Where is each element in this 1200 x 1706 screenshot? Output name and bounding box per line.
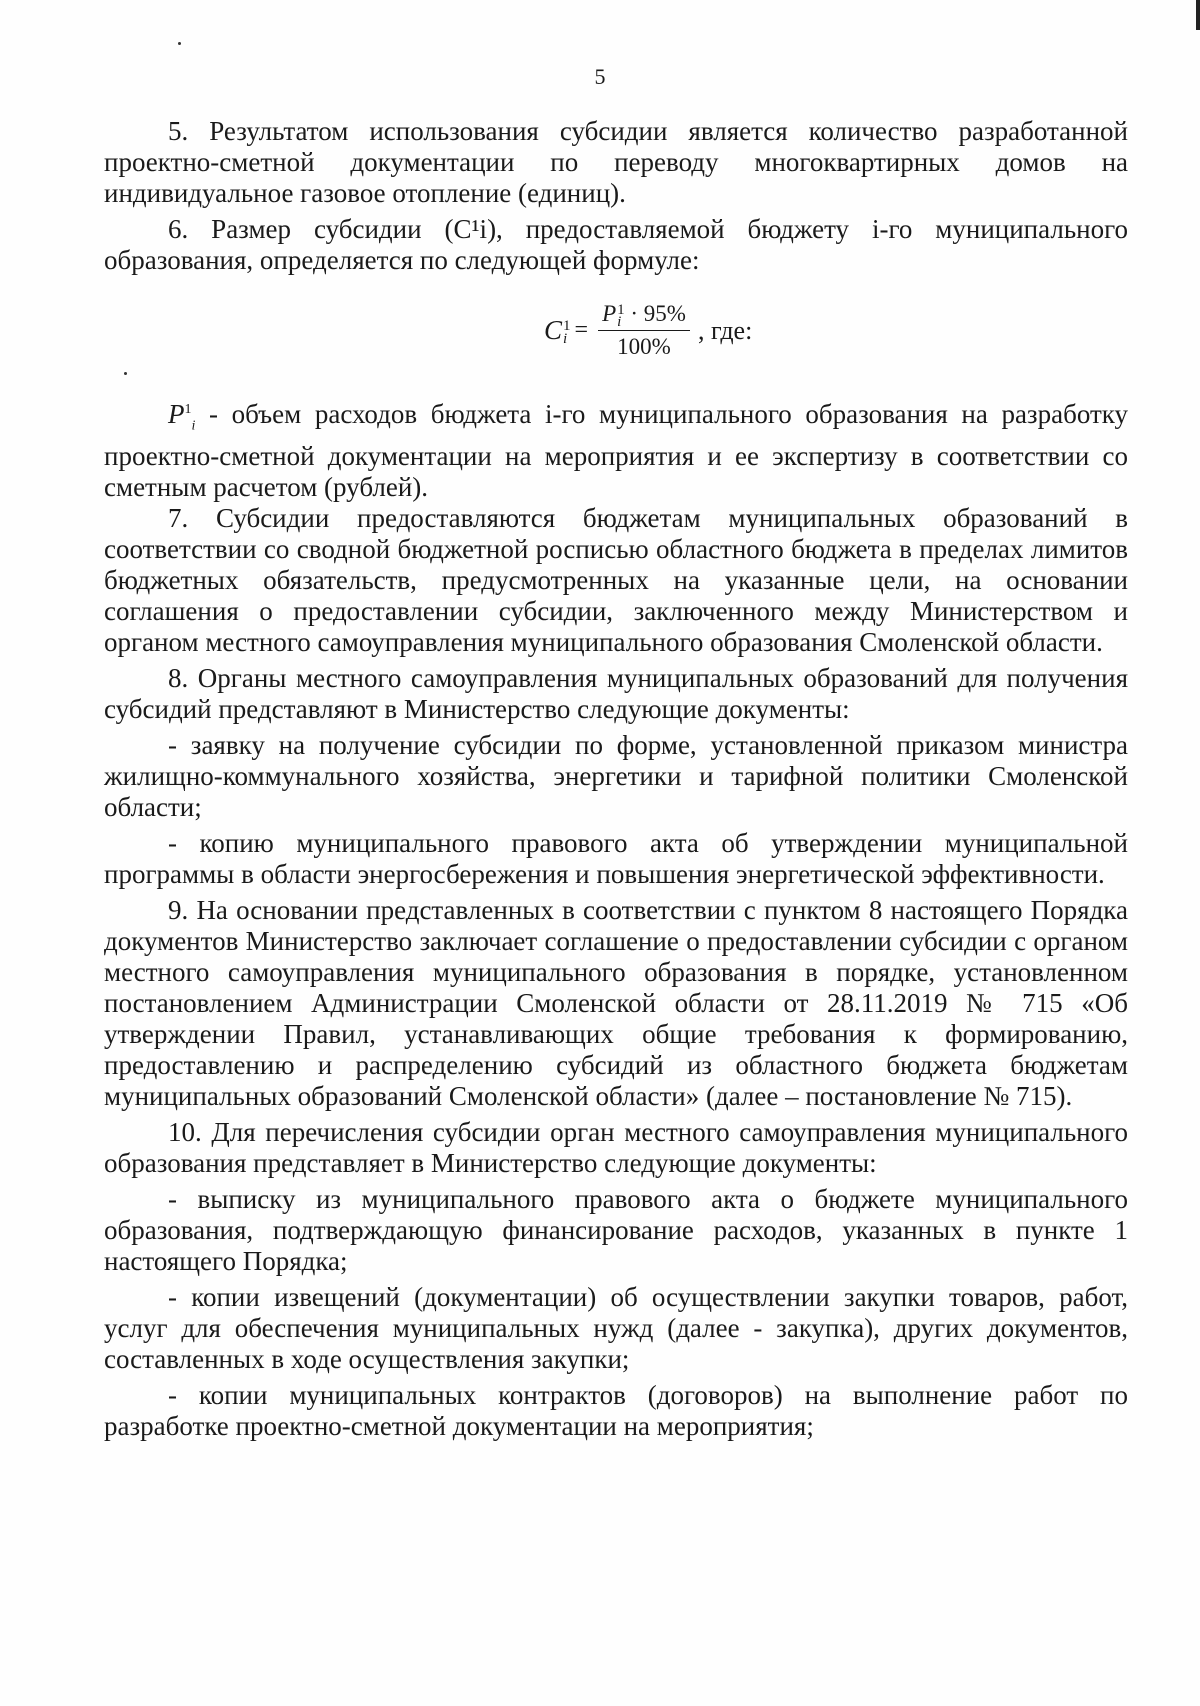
scan-speck — [178, 42, 181, 45]
paragraph-5: 5. Результатом использования субсидии является количество разработанной проектно-сметной документации по переводу многоквартирных домов на индивидуальное газовое отопление (единиц). — [104, 116, 1128, 208]
definition-p: $P^1_i$ - объем расходов бюджета i-го муниципального образования на разработку проектно-сметной документации на мероприятия и ее экспертизу в соответствии со сметным расчетом (рублей). — [104, 399, 1128, 503]
formula-numerator: P 1 i · 95% — [598, 300, 690, 331]
formula-fraction — [598, 300, 690, 361]
paragraph-8: 8. Органы местного самоуправления муниципальных образований для получения субсидий представляют в Министерство следующие документы: — [104, 663, 1128, 725]
list-item: - копию муниципального правового акта об утверждении муниципальной программы в области энергосбережения и повышения энергетической эффективности. — [104, 828, 1128, 890]
paragraph-6: 6. Размер субсидии (C¹i), предоставляемой бюджету i-го муниципального образования, определяется по следующей формуле: — [104, 214, 1128, 275]
formula-lhs: C 1 i — [544, 315, 571, 347]
formula-equals: = — [574, 317, 589, 343]
definition-variable: $P^1_i$ — [168, 399, 196, 434]
formula-block — [104, 276, 1128, 394]
paragraph-9: 9. На основании представленных в соответствии с пунктом 8 настоящего Порядка документов Министерство заключает соглашение о предоставлении субсидии с органом местного самоуправления муниципального образования в порядке, установленном постановлением Администрации Смоленской области от 28.11.2019 № 715 «Об утверждении Правил, устанавливающих общие требования к формированию, предоставлению и распределению субсидий из областного бюджета бюджетам муниципальных образований Смоленской области» (далее – постановление № 715). — [104, 895, 1128, 1112]
scan-edge-mark — [1196, 0, 1200, 30]
document-body — [104, 116, 1128, 1442]
formula-denominator: 100% — [617, 334, 671, 359]
subsidy-formula — [544, 300, 752, 361]
paragraph-10: 10. Для перечисления субсидии орган местного самоуправления муниципального образования представляет в Министерство следующие документы: — [104, 1117, 1128, 1179]
list-item: - выписку из муниципального правового акта о бюджете муниципального образования, подтверждающую финансирование расходов, указанных в пункте 1 настоящего Порядка; — [104, 1184, 1128, 1277]
page-number: 5 — [594, 64, 606, 89]
formula-suffix: , где: — [697, 316, 753, 345]
list-item: - копии муниципальных контрактов (договоров) на выполнение работ по разработке проектно-сметной документации на мероприятия; — [104, 1380, 1128, 1442]
paragraph-7: 7. Субсидии предоставляются бюджетам муниципальных образований в соответствии со сводной бюджетной росписью областного бюджета в пределах лимитов бюджетных обязательств, предусмотренных на указанные цели, на основании соглашения о предоставлении субсидии, заключенного между Министерством и органом местного самоуправления муниципального образования Смоленской области. — [104, 503, 1128, 658]
list-item: - заявку на получение субсидии по форме, установленной приказом министра жилищно-коммунального хозяйства, энергетики и тарифной политики Смоленской области; — [104, 730, 1128, 823]
list-item: - копии извещений (документации) об осуществлении закупки товаров, работ, услуг для обеспечения муниципальных нужд (далее - закупка), других документов, составленных в ходе осуществления закупки; — [104, 1282, 1128, 1375]
